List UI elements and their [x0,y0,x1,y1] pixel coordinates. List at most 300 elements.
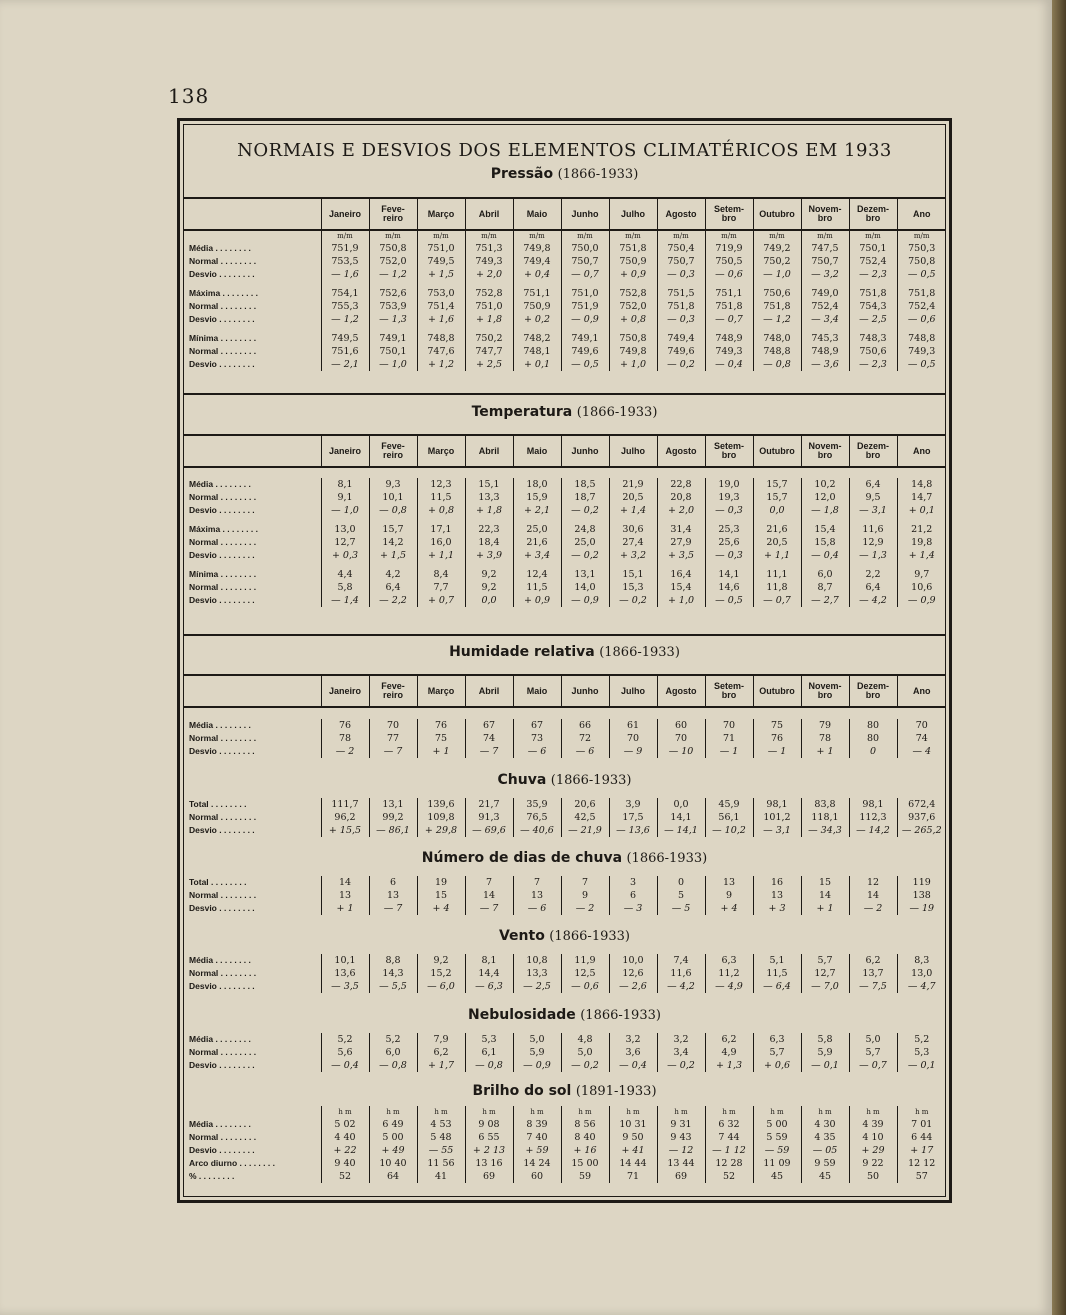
table-cell: 6 32 [705,1118,753,1131]
table-cell: 80 [849,719,897,732]
table-cell: 13,6 [321,967,369,980]
table-cell: + 0,8 [609,313,657,326]
table-cell: 60 [513,1170,561,1183]
table-cell: 11,5 [753,967,801,980]
table-row [183,478,946,491]
table-cell: 13,3 [513,967,561,980]
table-cell: 13 [369,889,417,902]
table-cell: 10,1 [321,954,369,967]
row-label: Média . . . . . . . . [189,720,251,730]
table-cell: + 1 [321,902,369,915]
table-cell: — 0,3 [705,549,753,562]
table-cell: 15,1 [609,568,657,581]
table-cell: 752,8 [609,287,657,300]
table-cell: 750,1 [849,242,897,255]
table-cell: 119 [897,876,946,889]
table-cell: 12,7 [321,536,369,549]
table-cell: 70 [609,732,657,745]
table-row [183,1131,946,1144]
section-title-dias_chuva [183,850,946,866]
unit-cell: h m [609,1106,657,1118]
table-row [183,300,946,313]
row-label: Normal . . . . . . . . [189,256,257,266]
table-cell: — 0,1 [801,1059,849,1072]
table-cell: + 2,1 [513,504,561,517]
table-cell: + 16 [561,1144,609,1157]
unit-cell: h m [657,1106,705,1118]
page-number: 138 [168,84,210,108]
data-table-dias_chuva [183,876,946,915]
table-cell: 8 39 [513,1118,561,1131]
table-cell: 750,6 [753,287,801,300]
table-cell: 672,4 [897,798,946,811]
table-cell: 6 44 [897,1131,946,1144]
table-cell: + 4 [417,902,465,915]
table-cell: 3 [609,876,657,889]
table-row [183,1170,946,1183]
table-cell: 11,1 [753,568,801,581]
table-cell: — 265,2 [897,824,946,837]
table-cell: 19,3 [705,491,753,504]
unit-cell: h m [513,1106,561,1118]
table-cell: 9 22 [849,1157,897,1170]
table-cell: — 2,3 [849,268,897,281]
table-cell: — 1,8 [801,504,849,517]
table-cell: 27,4 [609,536,657,549]
table-row [183,568,946,581]
table-cell: 52 [321,1170,369,1183]
table-cell: 6 49 [369,1118,417,1131]
table-cell: — 0,7 [849,1059,897,1072]
table-cell: 20,8 [657,491,705,504]
table-cell: + 1,1 [417,549,465,562]
month-header-cell: Janeiro [321,198,369,230]
table-cell: + 1,7 [417,1059,465,1072]
table-cell: — 5,5 [369,980,417,993]
table-cell: + 3,9 [465,549,513,562]
unit-cell: m/m [705,230,753,242]
table-cell: — 0,8 [753,358,801,371]
table-cell: 750,0 [561,242,609,255]
row-label: Desvio . . . . . . . . [189,1145,255,1155]
table-cell: 101,2 [753,811,801,824]
table-cell: — 0,2 [657,358,705,371]
table-cell: 69 [657,1170,705,1183]
table-cell: 66 [561,719,609,732]
table-cell: — 0,9 [561,594,609,607]
table-cell: 21,9 [609,478,657,491]
table-cell: 5,6 [321,1046,369,1059]
table-row [183,1118,946,1131]
table-cell: 8,1 [465,954,513,967]
table-cell: + 1,8 [465,504,513,517]
table-cell: 109,8 [417,811,465,824]
row-label: Total . . . . . . . . [189,799,247,809]
row-label: Normal . . . . . . . . [189,890,257,900]
table-cell: 5,7 [801,954,849,967]
table-cell: 11 56 [417,1157,465,1170]
table-row [183,1033,946,1046]
row-label: Normal . . . . . . . . [189,582,257,592]
table-row [183,967,946,980]
table-cell: — 0,2 [657,1059,705,1072]
table-cell: 14 [465,889,513,902]
table-cell: — 2 [849,902,897,915]
unit-cell: h m [801,1106,849,1118]
table-cell: 138 [897,889,946,902]
table-cell: 750,3 [897,242,946,255]
table-cell: — 19 [897,902,946,915]
row-label: Normal . . . . . . . . [189,812,257,822]
table-cell: 7 [561,876,609,889]
table-cell: — 3,1 [849,504,897,517]
table-cell: 3,4 [657,1046,705,1059]
section-divider [183,393,946,395]
table-cell: 7,9 [417,1033,465,1046]
table-cell: 10,8 [513,954,561,967]
table-row [183,1157,946,1170]
table-cell: 751,6 [321,345,369,358]
table-cell: 9,2 [465,568,513,581]
section-period: (1866-1933) [549,929,630,944]
table-cell: + 2,0 [465,268,513,281]
table-cell: 13 [753,889,801,902]
table-cell: — 6 [513,745,561,758]
table-cell: 7,4 [657,954,705,967]
table-cell: 749,3 [465,255,513,268]
table-cell: — 3 [609,902,657,915]
table-cell: 12,5 [561,967,609,980]
table-cell: 14,4 [465,967,513,980]
table-cell: 52 [705,1170,753,1183]
table-cell: 7 [465,876,513,889]
data-table-brilho [183,1106,946,1183]
section-name: Vento [498,928,545,944]
table-cell: 5,9 [513,1046,561,1059]
table-cell: 6,4 [849,581,897,594]
table-cell: 5 00 [753,1118,801,1131]
table-cell: — 0,7 [753,594,801,607]
table-cell: 14 [321,876,369,889]
table-row [183,332,946,345]
table-row [183,824,946,837]
table-cell: 749,3 [705,345,753,358]
table-cell: 27,9 [657,536,705,549]
table-cell: 67 [465,719,513,732]
table-cell: + 3 [753,902,801,915]
table-cell: 9 31 [657,1118,705,1131]
table-cell: 5,0 [513,1033,561,1046]
table-cell: 12 12 [897,1157,946,1170]
table-cell: 15 00 [561,1157,609,1170]
section-name: Humidade relativa [449,644,595,660]
table-cell: + 1,4 [897,549,946,562]
table-cell: — 7,0 [801,980,849,993]
table-cell: 70 [657,732,705,745]
table-cell: — 2,5 [849,313,897,326]
table-cell: — 3,1 [753,824,801,837]
table-cell: 118,1 [801,811,849,824]
table-cell: — 69,6 [465,824,513,837]
table-cell: 11,5 [513,581,561,594]
row-label: Média . . . . . . . . [189,1119,251,1129]
unit-cell: m/m [897,230,946,242]
section-name: Nebulosidade [468,1007,576,1023]
table-row [183,287,946,300]
table-cell: 751,9 [561,300,609,313]
table-cell: — 3,2 [801,268,849,281]
table-cell: 14 24 [513,1157,561,1170]
table-cell: 4,2 [369,568,417,581]
table-cell: — 6 [513,902,561,915]
table-cell: 752,0 [369,255,417,268]
month-header-cell: Dezem- bro [849,675,897,707]
table-cell: 74 [465,732,513,745]
table-cell: 751,8 [705,300,753,313]
table-cell: 18,4 [465,536,513,549]
row-label: Normal . . . . . . . . [189,733,257,743]
section-title-brilho [183,1083,946,1099]
table-cell: 6,0 [369,1046,417,1059]
table-cell: 14,8 [897,478,946,491]
row-label: Desvio . . . . . . . . [189,550,255,560]
table-cell: 25,0 [561,536,609,549]
unit-cell: m/m [417,230,465,242]
table-cell: 752,4 [801,300,849,313]
table-cell: 25,6 [705,536,753,549]
table-cell: 15,1 [465,478,513,491]
table-cell: — 0,9 [513,1059,561,1072]
book-spine [1052,0,1066,1315]
table-cell: 750,1 [369,345,417,358]
table-cell: — 0,7 [561,268,609,281]
table-cell: 22,8 [657,478,705,491]
section-title-humidade [183,644,946,660]
table-cell: + 1,5 [369,549,417,562]
table-cell: 15,2 [417,967,465,980]
row-label: Normal . . . . . . . . [189,346,257,356]
table-cell: — 9 [609,745,657,758]
row-label: Normal . . . . . . . . [189,1047,257,1057]
table-cell: 751,0 [561,287,609,300]
table-cell: 45,9 [705,798,753,811]
table-cell: 69 [465,1170,513,1183]
table-cell: + 29,8 [417,824,465,837]
data-table-humidade [183,719,946,758]
row-label: Normal . . . . . . . . [189,537,257,547]
table-cell: 749,3 [897,345,946,358]
row-label: Normal . . . . . . . . [189,1132,257,1142]
table-cell: 17,1 [417,523,465,536]
unit-cell: h m [705,1106,753,1118]
table-cell: 751,8 [753,300,801,313]
table-cell: 750,5 [705,255,753,268]
table-cell: — 1,2 [369,268,417,281]
table-cell: 6,1 [465,1046,513,1059]
section-title-temperatura [183,404,946,420]
table-cell: — 1,2 [753,313,801,326]
table-cell: 11,9 [561,954,609,967]
section-name: Temperatura [471,404,573,420]
table-cell: 19,0 [705,478,753,491]
table-cell: 12 28 [705,1157,753,1170]
table-cell: — 4 [897,745,946,758]
section-period: (1866-1933) [576,405,658,420]
table-cell: — 6,4 [753,980,801,993]
table-cell: 9 [561,889,609,902]
row-label: % . . . . . . . . [189,1171,235,1181]
table-cell: + 17 [897,1144,946,1157]
table-cell: — 0,3 [657,268,705,281]
table-cell: 750,7 [561,255,609,268]
month-header-cell: Ano [897,675,946,707]
table-cell: 31,4 [657,523,705,536]
table-cell: 8,8 [369,954,417,967]
month-header-cell: Ano [897,198,946,230]
table-row [183,980,946,993]
table-cell: + 1,2 [417,358,465,371]
table-cell: 751,0 [465,300,513,313]
table-cell: — 0,8 [369,1059,417,1072]
row-label: Normal . . . . . . . . [189,968,257,978]
table-cell: 6,0 [801,568,849,581]
table-cell: — 10,2 [705,824,753,837]
table-cell: — 0,4 [321,1059,369,1072]
table-row [183,358,946,371]
unit-cell: h m [417,1106,465,1118]
table-cell: 5,1 [753,954,801,967]
month-header-cell: Outubro [753,675,801,707]
table-cell: + 1,6 [417,313,465,326]
table-cell: 70 [897,719,946,732]
section-period: (1891-1933) [575,1084,657,1099]
month-header-cell: Maio [513,675,561,707]
table-cell: 12,3 [417,478,465,491]
table-cell: — 4,7 [897,980,946,993]
table-cell: 5 02 [321,1118,369,1131]
table-cell: — 0,5 [897,268,946,281]
data-table-vento [183,954,946,993]
table-cell: 747,7 [465,345,513,358]
table-cell: 748,3 [849,332,897,345]
table-cell: 15 [417,889,465,902]
month-header-cell: Abril [465,435,513,467]
table-cell: + 1,0 [657,594,705,607]
table-cell: 4,4 [321,568,369,581]
table-cell: 11 09 [753,1157,801,1170]
month-header-cell: Janeiro [321,435,369,467]
table-row [183,345,946,358]
table-cell: — 10 [657,745,705,758]
table-cell: + 0,1 [513,358,561,371]
table-cell: — 34,3 [801,824,849,837]
table-cell: 19 [417,876,465,889]
table-cell: 749,6 [657,345,705,358]
table-cell: 750,8 [369,242,417,255]
month-header-cell: Setem- bro [705,198,753,230]
table-cell: 14 [801,889,849,902]
table-cell: 45 [801,1170,849,1183]
table-cell: 13 44 [657,1157,705,1170]
table-cell: 15,7 [753,491,801,504]
table-cell: + 1,5 [417,268,465,281]
table-row [183,313,946,326]
units-row [183,230,946,242]
table-cell: 755,3 [321,300,369,313]
table-cell: 751,8 [897,287,946,300]
table-cell: 11,2 [705,967,753,980]
table-cell: — 0,2 [561,504,609,517]
table-cell: — 0,5 [705,594,753,607]
unit-cell: h m [369,1106,417,1118]
table-cell: 4 53 [417,1118,465,1131]
section-title-vento [183,928,946,944]
table-cell: 71 [609,1170,657,1183]
table-cell: 749,1 [561,332,609,345]
table-cell: — 40,6 [513,824,561,837]
table-cell: — 1,0 [369,358,417,371]
row-label: Desvio . . . . . . . . [189,746,255,756]
month-header-cell: Novem- bro [801,435,849,467]
table-cell: 6,2 [849,954,897,967]
table-cell: + 0,7 [417,594,465,607]
table-cell: 751,3 [465,242,513,255]
table-cell: — 0,3 [657,313,705,326]
month-header-cell: Setem- bro [705,675,753,707]
table-cell: + 22 [321,1144,369,1157]
section-title-nebulosidade [183,1007,946,1023]
table-cell: 13 [705,876,753,889]
table-cell: 4 35 [801,1131,849,1144]
table-cell: — 14,2 [849,824,897,837]
table-cell: 14,0 [561,581,609,594]
table-cell: 11,6 [657,967,705,980]
table-cell: — 6 [561,745,609,758]
table-row [183,902,946,915]
table-cell: 9 [705,889,753,902]
unit-cell: m/m [801,230,849,242]
main-title: NORMAIS E DESVIOS DOS ELEMENTOS CLIMATÉRICOS EM 1933 [237,140,892,161]
table-cell: + 1,8 [465,313,513,326]
table-cell: 10 31 [609,1118,657,1131]
table-cell: 13 [513,889,561,902]
table-cell: 9,2 [465,581,513,594]
table-cell: 751,8 [609,242,657,255]
table-cell: 5,8 [321,581,369,594]
table-cell: 5 59 [753,1131,801,1144]
table-cell: 9,2 [417,954,465,967]
month-header-cell: Dezem- bro [849,435,897,467]
table-cell: 7 01 [897,1118,946,1131]
section-title-chuva [183,772,946,788]
month-header-cell: Junho [561,198,609,230]
table-cell: 6,2 [705,1033,753,1046]
month-header-cell: Julho [609,435,657,467]
unit-cell: h m [849,1106,897,1118]
table-cell: 8 56 [561,1118,609,1131]
row-label: Total . . . . . . . . [189,877,247,887]
table-cell: — 1 [753,745,801,758]
table-cell: 21,7 [465,798,513,811]
table-cell: 751,9 [321,242,369,255]
table-cell: + 2,0 [657,504,705,517]
table-cell: 7,7 [417,581,465,594]
table-cell: 754,1 [321,287,369,300]
month-header-cell: Setem- bro [705,435,753,467]
section-title-pressao [183,166,946,182]
table-cell: 6 55 [465,1131,513,1144]
table-cell: 749,0 [801,287,849,300]
